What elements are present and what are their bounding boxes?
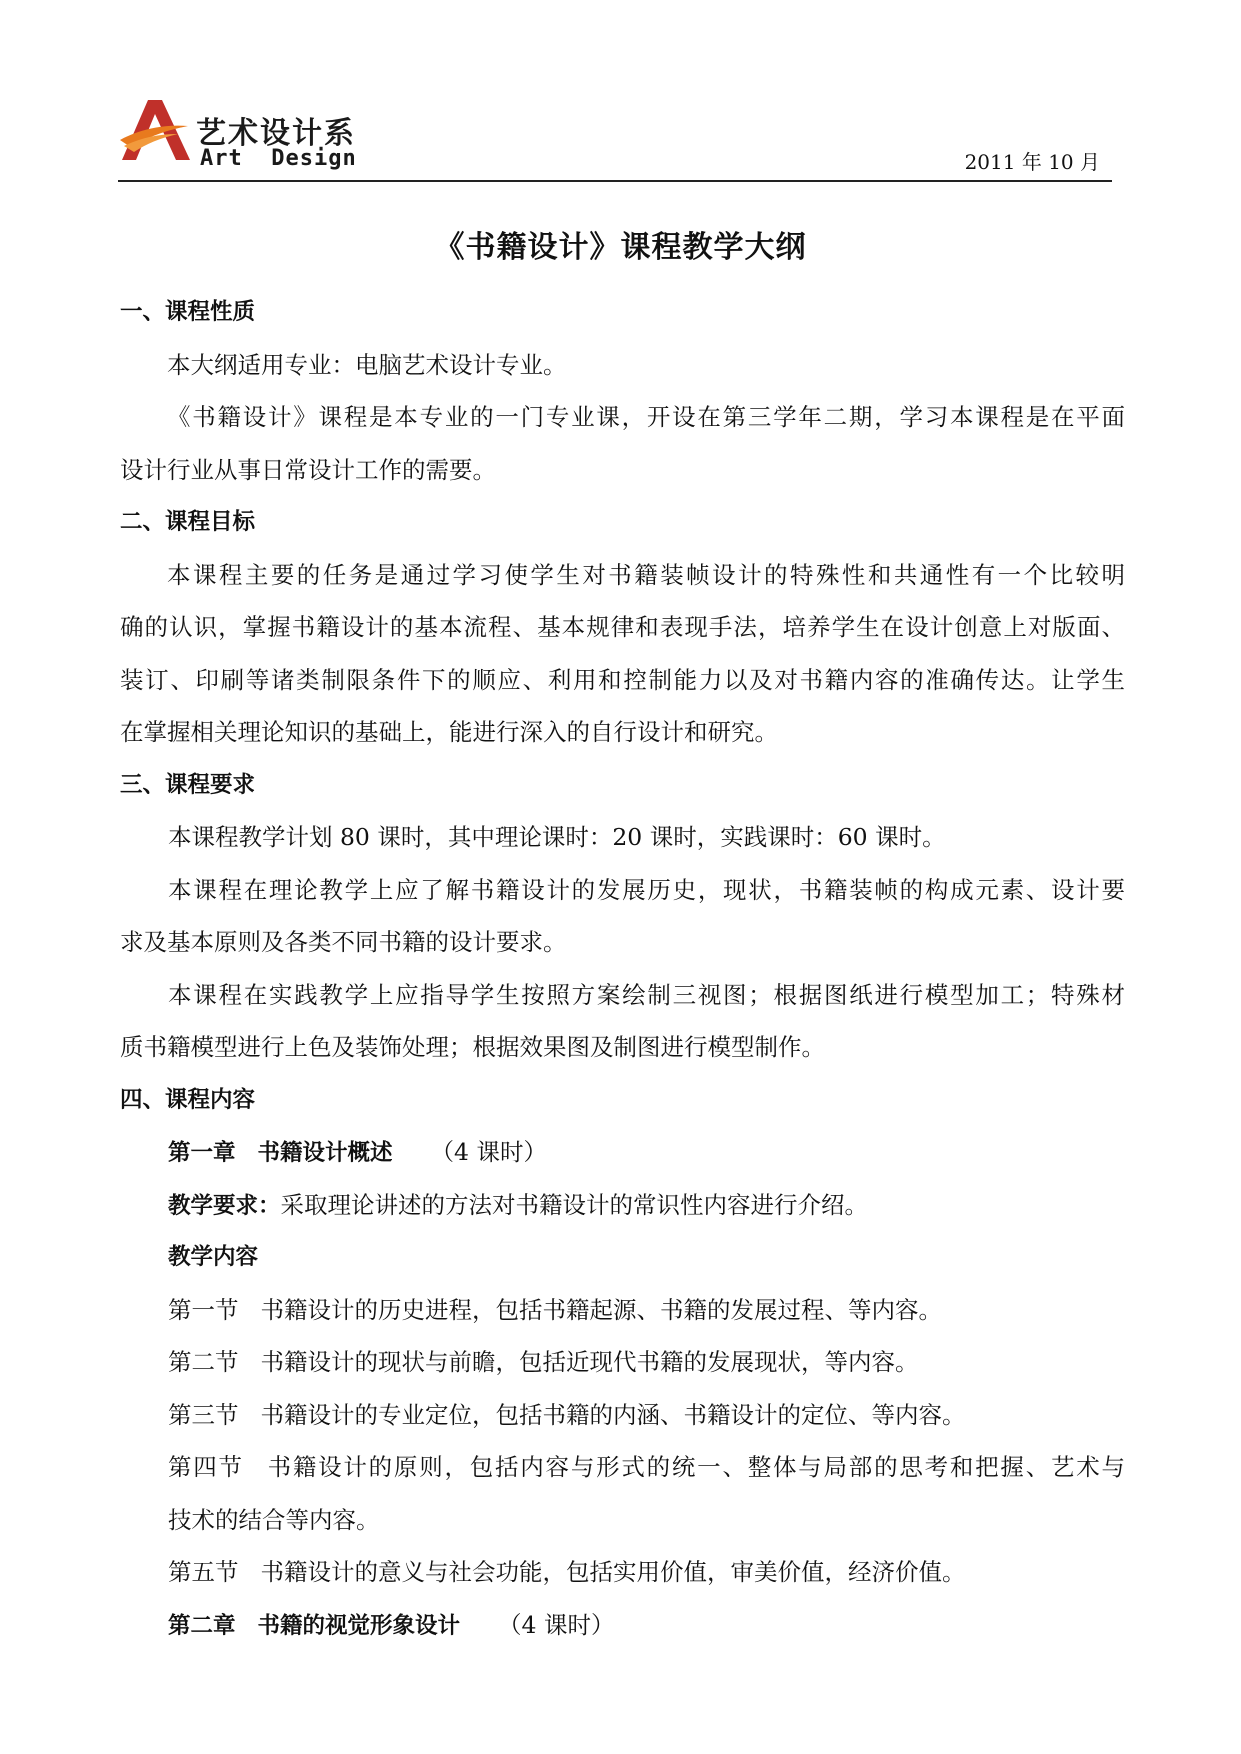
paragraph-line: 本课程教学计划 80 课时，其中理论课时：20 课时，实践课时：60 课时。	[168, 823, 946, 851]
section-item-label: 第三节	[168, 1400, 239, 1429]
section-item	[120, 1441, 1125, 1494]
paragraph-line: 求及基本原则及各类不同书籍的设计要求。	[120, 928, 567, 956]
chapter-heading	[120, 1126, 1125, 1179]
section-item	[120, 1546, 1125, 1599]
chapter-label: 第二章	[168, 1612, 236, 1639]
document-date: 2011 年 10 月	[964, 150, 1100, 174]
header-divider	[118, 180, 1112, 182]
paragraph-line: 技术的结合等内容。	[168, 1505, 380, 1534]
chapter-hours: （4 课时）	[498, 1610, 615, 1639]
department-logo	[118, 100, 363, 178]
requirement-text: 采取理论讲述的方法对书籍设计的常识性内容进行介绍。	[280, 1190, 869, 1219]
paragraph-line: 设计行业从事日常设计工作的需要。	[120, 455, 496, 484]
section-item-text: 书籍设计的历史进程，包括书籍起源、书籍的发展过程、等内容。	[260, 1295, 942, 1324]
logo-chinese-text: 艺术设计系	[196, 116, 356, 151]
section-heading: 三、课程要求	[120, 771, 256, 798]
paragraph-line: 本大纲适用专业：电脑艺术设计专业。	[167, 350, 567, 379]
section-item	[120, 1389, 1125, 1442]
section-item-text: 书籍设计的原则，包括内容与形式的统一、整体与局部的思考和把握、艺术与	[265, 1453, 1126, 1481]
section-item-label: 第五节	[168, 1558, 239, 1586]
paragraph-line: 本课程在实践教学上应指导学生按照方案绘制三视图；根据图纸进行模型加工；特殊材	[168, 980, 1125, 1009]
section-item	[120, 1284, 1125, 1337]
logo-english-text: Art Design	[200, 146, 357, 171]
chapter-heading	[120, 1599, 1125, 1652]
section-item-text: 书籍设计的专业定位，包括书籍的内涵、书籍设计的定位、等内容。	[260, 1400, 966, 1429]
document-title: 《书籍设计》课程教学大纲	[434, 230, 807, 265]
chapter-title: 书籍的视觉形象设计	[257, 1612, 461, 1639]
paragraph-line: 《书籍设计》课程是本专业的一门专业课，开设在第三学年二期，学习本课程是在平面	[167, 403, 1125, 431]
paragraph-line: 装订、印刷等诸类制限条件下的顺应、利用和控制能力以及对书籍内容的准确传达。让学生	[120, 665, 1125, 694]
chapter-label: 第一章	[168, 1140, 236, 1166]
paragraph-line: 本课程在理论教学上应了解书籍设计的发展历史，现状，书籍装帧的构成元素、设计要	[168, 875, 1125, 904]
section-item-text: 书籍设计的现状与前瞻，包括近现代书籍的发展现状，等内容。	[260, 1348, 919, 1376]
section-heading: 二、课程目标	[120, 509, 256, 535]
document-body	[120, 286, 1125, 1651]
paragraph-line: 确的认识，掌握书籍设计的基本流程、基本规律和表现手法，培养学生在设计创意上对版面、	[120, 613, 1125, 641]
section-item	[120, 1336, 1125, 1389]
chapter-hours: （4 课时）	[430, 1138, 547, 1166]
section-item-label: 第一节	[168, 1295, 239, 1324]
chapter-title: 书籍设计概述	[257, 1140, 393, 1166]
teaching-requirement	[120, 1179, 1125, 1232]
paragraph-line: 本课程主要的任务是通过学习使学生对书籍装帧设计的特殊性和共通性有一个比较明	[167, 560, 1125, 589]
paragraph-line: 质书籍模型进行上色及装饰处理；根据效果图及制图进行模型制作。	[120, 1033, 825, 1061]
paragraph-line: 在掌握相关理论知识的基础上，能进行深入的自行设计和研究。	[120, 718, 778, 746]
section-item-label: 第四节	[168, 1453, 244, 1481]
section-heading: 四、课程内容	[120, 1086, 256, 1113]
section-item-text: 书籍设计的意义与社会功能，包括实用价值，审美价值，经济价值。	[260, 1558, 966, 1586]
section-heading: 一、课程性质	[120, 299, 256, 325]
section-item-label: 第二节	[168, 1348, 239, 1376]
teaching-content-label: 教学内容	[168, 1244, 259, 1270]
art-design-logo-icon	[118, 100, 194, 166]
requirement-label: 教学要求：	[168, 1192, 281, 1219]
